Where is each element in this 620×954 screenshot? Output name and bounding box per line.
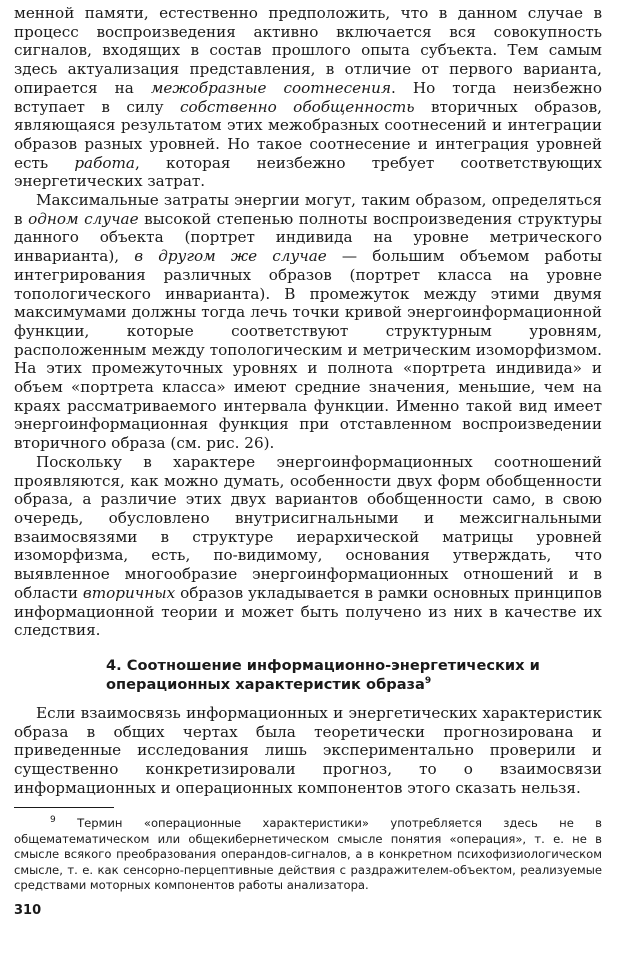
text-run: , которая неизбежно требует соответствующих энергетических затрат. xyxy=(14,153,602,191)
paragraph-4 xyxy=(14,704,602,798)
footnote-mark: 9 xyxy=(50,815,56,826)
text-run: вторичных образов, являющаяся результатом этих межобразных соотнесений и интеграции образов разных уровней. Но такое соотнесение и интеграция уровней есть xyxy=(14,97,602,172)
emphasis: собственно обобщенность xyxy=(179,97,415,116)
paragraph-1 xyxy=(14,4,602,191)
page-number: 310 xyxy=(14,903,42,919)
emphasis: одном случае xyxy=(28,209,139,228)
footnote-text: Термин «операционные характеристики» употребляется здесь не в общематематическом или общекибернетическом смысле понятия «операция», т. е. не в смысле всякого преобразования операндов-сигналов, а в конкретном психофизиологическом смысле, т. е. как сенсорно-перцептивные действия с раздражителем-объектом, реализуемые средствами моторных компонентов работы анализатора. xyxy=(14,816,602,893)
section-heading xyxy=(106,656,602,694)
emphasis: в другом же случае xyxy=(134,247,327,266)
paragraph-3 xyxy=(14,453,602,640)
footnote-divider xyxy=(14,807,114,808)
text-run: образов укладывается в рамки основных принципов информационной теории и может быть получено из них в качестве их следствия. xyxy=(14,583,602,640)
text-run: менной памяти, естественно предположить, что в данном случае в процесс воспроизведения активно включается вся совокупность сигналов, входящих в состав прошлого опыта субъекта. Тем самым здесь актуализация представления, в отличие от первого варианта, опирается на xyxy=(14,4,602,97)
footnote xyxy=(14,816,602,893)
text-run: — большим объемом работы интегрирования различных образов (портрет класса на уровне топологического инварианта). В промежуток между этими двумя максимумами должны тогда лечь точки кривой энергоинформационной функции, которые соответствуют структурным уровням, расположенным между топологическим и метрическим изоморфизмом. На этих промежуточных уровнях и полнота «портрета индивида» и объем «портрета класса» имеют средние значения, меньшие, чем на краях рассматриваемого интервала функции. Именно такой вид имеет энергоинформационная функция при отставленном воспроизведении вторичного образа (см. рис. 26). xyxy=(14,247,602,453)
text-run: Если взаимосвязь информационных и энергетических характеристик образа в общих чертах была теоретически прогнозирована и приведенные исследования лишь экспериментально проверили и существенно конкретизировали прогноз, то о взаимосвязи информационных и операционных компонентов этого сказать нельзя. xyxy=(14,703,602,797)
section-heading-text: 4. Соотношение информационно-энергетических и операционных характеристик образа xyxy=(106,656,540,693)
text-run: . Но тогда неизбежно вступает в силу xyxy=(14,78,603,116)
emphasis: вторичных xyxy=(82,583,176,602)
text-run: высокой степенью полноты воспроизведения структуры данного объекта (портрет индивида на уровне метрического инварианта), xyxy=(14,209,602,266)
text-run: Максимальные затраты энергии могут, таким образом, определяться в xyxy=(14,191,602,228)
footnote-ref: 9 xyxy=(424,676,432,687)
paragraph-2 xyxy=(14,191,602,453)
emphasis: работа xyxy=(74,153,135,172)
text-run: Поскольку в характере энергоинформационных соотношений проявляются, как можно думать, особенности двух форм обобщенности образа, а различие этих двух вариантов обобщенности само, в свою очередь, обусловлено внутрисигнальными и межсигнальными взаимосвязями в структуре иерархической матрицы уровней изоморфизма, есть, по-видимому, основания утверждать, что выявленное многообразие энергоинформационных отношений и в области xyxy=(14,452,602,602)
emphasis: межобразные соотнесения xyxy=(150,78,392,97)
